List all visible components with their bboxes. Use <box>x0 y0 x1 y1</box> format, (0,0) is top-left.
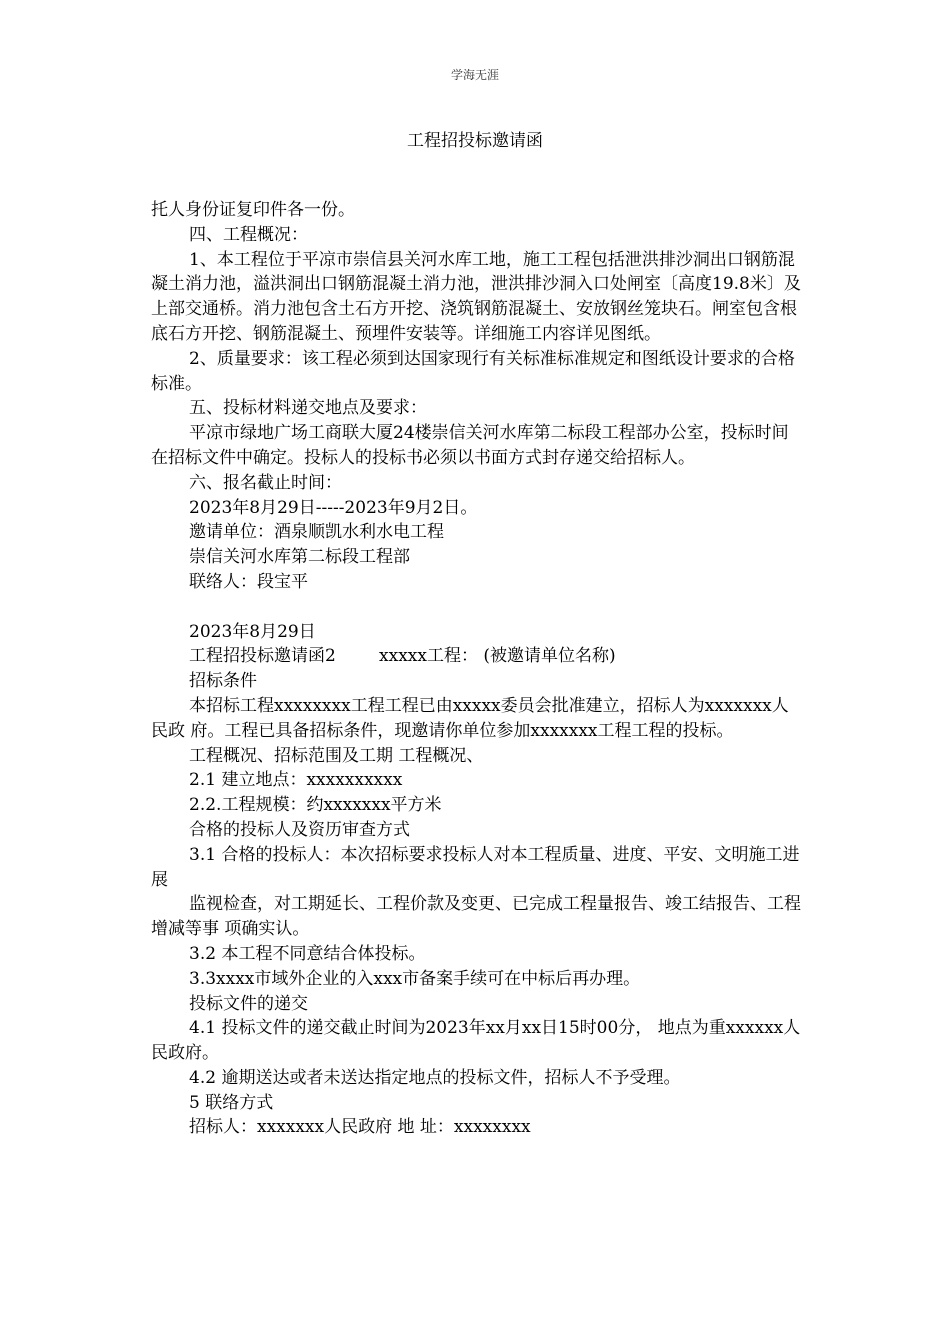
paragraph: 托人身份证复印件各一份。 <box>151 200 355 220</box>
section-heading: 招标条件 <box>189 671 257 692</box>
section-heading: 投标文件的递交 <box>189 993 308 1014</box>
section-heading: 工程概况、招标范围及工期 工程概况、 <box>189 745 484 766</box>
section-heading: 四、工程概况： <box>189 224 308 245</box>
paragraph: 2023年8月29日-----2023年9月2日。 <box>189 497 478 518</box>
paragraph: 监视检查，对工期延长、工程价款及变更、已完成工程量报告、竣工结报告、工程增减等事 项确实认。 <box>151 894 801 940</box>
paragraph: 4.1 投标文件的递交截止时间为2023年xx月xx日15时00分， 地点为重xxxxxx人民政府。 <box>151 1018 801 1064</box>
paragraph: 4.2 逾期送达或者未送达指定地点的投标文件，招标人不予受理。 <box>189 1067 681 1088</box>
section-heading: 六、报名截止时间： <box>189 472 342 493</box>
paragraph: 招标人：xxxxxxx人民政府 地 址：xxxxxxxx <box>189 1117 531 1138</box>
paragraph: 本招标工程xxxxxxxx工程工程已由xxxxx委员会批准建立，招标人为xxxxxxx人民政 府。工程已具备招标条件，现邀请你单位参加xxxxxxx工程工程的投标。 <box>151 695 789 741</box>
page-header: 学海无涯 <box>450 68 499 82</box>
paragraph: 1、本工程位于平凉市崇信县关河水库工地，施工工程包括泄洪排沙洞出口钢筋混凝土消力池，溢洪洞出口钢筋混凝土消力池，泄洪排沙洞入口处闸室〔高度19.8米〕及上部交通桥。消力池包含土石方开挖、浇筑钢筋混凝土、安放钢丝笼块石。闸室包含根底石方开挖、钢筋混凝土、预埋件安装等。详细施工内容详见图纸。 <box>151 249 801 344</box>
section-heading: 5 联络方式 <box>189 1092 274 1113</box>
paragraph: 2.1 建立地点：xxxxxxxxxx <box>189 770 403 791</box>
paragraph: 平凉市绿地广场工商联大厦24楼崇信关河水库第二标段工程部办公室，投标时间在招标文件中确定。投标人的投标书必须以书面方式封存递交给招标人。 <box>151 423 789 468</box>
paragraph: 2.2.工程规模：约xxxxxxx平方米 <box>189 795 442 816</box>
section-heading: 五、投标材料递交地点及要求： <box>189 398 427 419</box>
paragraph: 3.3xxxx市域外企业的入xxx市备案手续可在中标后再办理。 <box>189 968 641 989</box>
paragraph: 工程招投标邀请函2 xxxxx工程： (被邀请单位名称) <box>189 646 616 667</box>
paragraph: 3.2 本工程不同意结合体投标。 <box>189 943 426 964</box>
paragraph: 2023年8月29日 <box>189 621 316 642</box>
paragraph: 2、质量要求：该工程必须到达国家现行有关标准标准规定和图纸设计要求的合格标准。 <box>151 348 795 394</box>
paragraph: 联络人：段宝平 <box>189 571 308 592</box>
paragraph: 3.1 合格的投标人：本次招标要求投标人对本工程质量、进度、平安、文明施工进展 <box>151 844 800 890</box>
section-heading: 合格的投标人及资历审查方式 <box>189 819 410 840</box>
paragraph: 邀请单位：酒泉顺凯水利水电工程 <box>189 522 444 543</box>
document-body <box>151 198 801 1140</box>
document-title: 工程招投标邀请函 <box>407 131 543 151</box>
paragraph: 崇信关河水库第二标段工程部 <box>189 547 410 568</box>
blank-line <box>151 595 801 620</box>
